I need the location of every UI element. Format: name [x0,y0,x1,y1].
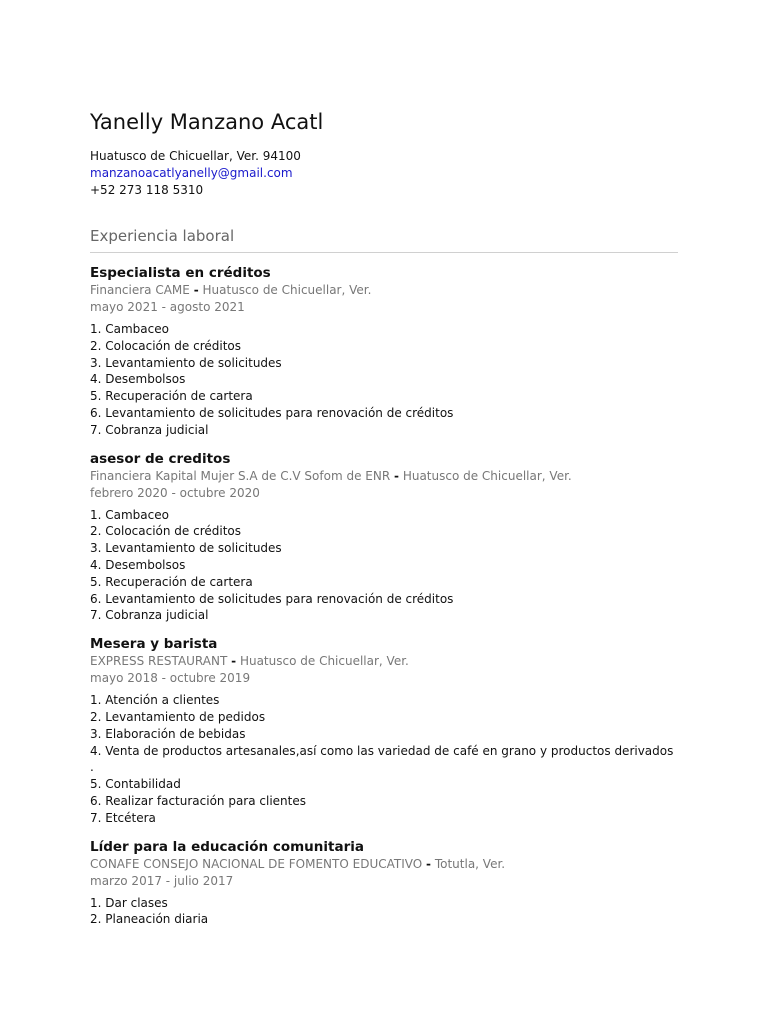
job-title: Especialista en créditos [90,265,271,281]
experience-list [90,264,678,928]
duty-item: 3. Levantamiento de solicitudes [90,541,282,556]
job-entry [90,838,678,929]
job-entry [90,264,678,439]
contact-location: Huatusco de Chicuellar, Ver. 94100 [90,149,301,163]
job-separator: - [426,856,432,871]
duty-item: 1. Cambaceo [90,507,169,522]
job-duties [90,895,678,929]
duty-item: 3. Levantamiento de solicitudes [90,355,282,370]
job-title: Líder para la educación comunitaria [90,838,364,855]
duty-item: 6. Realizar facturación para clientes [90,793,306,808]
job-title: asesor de creditos [90,450,231,467]
duty-item: 2. Colocación de créditos [90,524,242,539]
job-separator: - [231,654,237,669]
job-title: Mesera y barista [90,636,218,653]
contact-email-link[interactable]: manzanoacatlyanelly@gmail.com [90,166,293,180]
job-company: EXPRESS RESTAURANT [90,654,228,669]
experience-section-heading: Experiencia laboral [90,226,678,253]
job-location: Huatusco de Chicuellar, Ver. [202,283,372,297]
job-location: Totutla, Ver. [434,856,506,871]
contact-phone: +52 273 118 5310 [90,183,204,197]
job-company: Financiera Kapital Mujer S.A de C.V Sofom de ENR [90,468,391,483]
duty-item: 1. Dar clases [90,895,168,910]
duty-item: 4. Desembolsos [90,557,186,572]
duty-item: 2. Planeación diaria [90,912,209,927]
job-separator: - [394,468,399,483]
job-dates: marzo 2017 - julio 2017 [90,873,234,888]
duty-item: 3. Elaboración de bebidas [90,726,246,741]
job-duties [90,507,678,625]
duty-item: 7. Cobranza judicial [90,608,209,623]
duty-item: 4. Venta de productos artesanales,así como las variedad de café en grano y productos derivados . [90,743,674,775]
duty-item: 1. Atención a clientes [90,693,220,708]
duty-item: 1. Cambaceo [90,322,169,336]
resume-content [90,108,678,928]
job-company-line [90,856,678,873]
job-location: Huatusco de Chicuellar, Ver. [402,468,572,483]
duty-item: 7. Cobranza judicial [90,422,209,437]
job-dates: mayo 2021 - agosto 2021 [90,300,245,314]
job-company-line [90,282,678,299]
duty-item: 6. Levantamiento de solicitudes para renovación de créditos [90,591,454,606]
candidate-name: Yanelly Manzano Acatl [90,110,324,134]
job-company-line [90,468,678,485]
job-separator: - [193,283,199,297]
job-company: Financiera CAME [90,283,190,297]
duty-item: 5. Recuperación de cartera [90,389,253,404]
job-dates: febrero 2020 - octubre 2020 [90,485,260,500]
duty-item: 2. Colocación de créditos [90,338,242,353]
job-company-line [90,653,678,670]
job-company: CONAFE CONSEJO NACIONAL DE FOMENTO EDUCATIVO [90,856,423,871]
duty-item: 5. Recuperación de cartera [90,574,253,589]
duty-item: 5. Contabilidad [90,777,181,792]
job-duties [90,692,678,826]
duty-item: 6. Levantamiento de solicitudes para renovación de créditos [90,405,454,420]
job-entry [90,635,678,826]
duty-item: 4. Desembolsos [90,372,186,387]
job-location: Huatusco de Chicuellar, Ver. [239,654,409,669]
duty-item: 2. Levantamiento de pedidos [90,709,266,724]
duty-item: 7. Etcétera [90,810,156,825]
job-entry [90,450,678,625]
job-duties [90,321,678,439]
job-dates: mayo 2018 - octubre 2019 [90,671,251,686]
